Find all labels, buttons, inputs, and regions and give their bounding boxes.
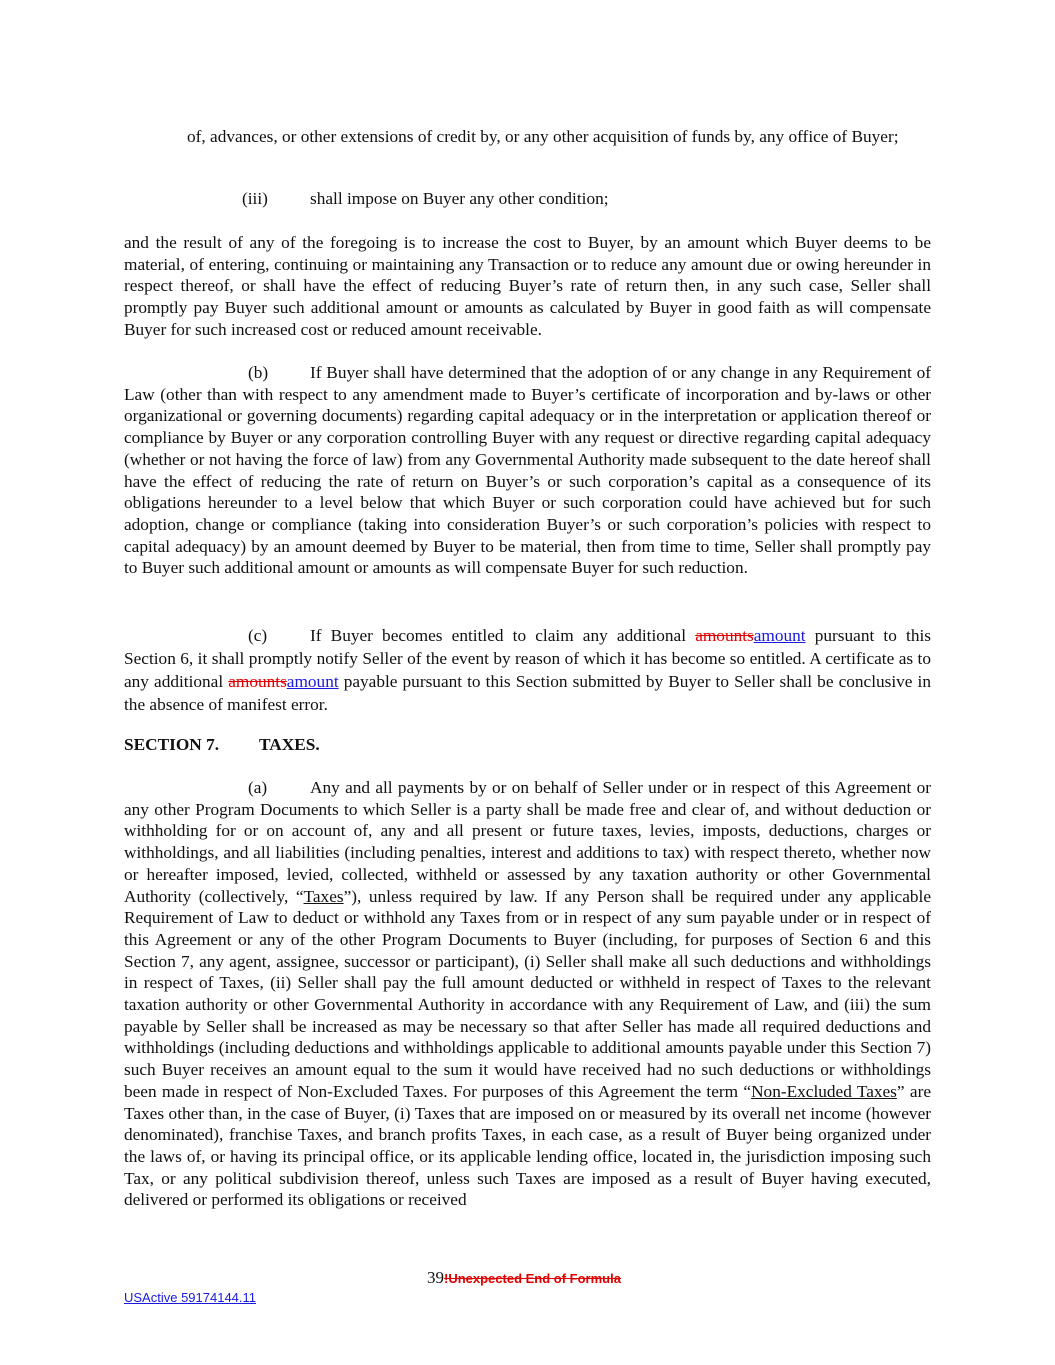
inserted-revision[interactable]: amount [286,672,339,691]
item-iii [242,188,609,210]
formula-error: !Unexpected End of Formula [444,1271,621,1286]
deleted-revision: amounts [228,672,287,691]
item-iii-text: shall impose on Buyer any other condition; [310,189,609,208]
section-title: TAXES. [259,735,320,754]
paragraph-7a-text-1: Any and all payments by or on behalf of Seller under or in respect of this Agreement or any other Program Documents to which Seller is a party shall be made free and clear of, and without deduction or withholding for or on account of, any and all present or future taxes, levies, imposts, deductions, charges or withholdings, and all liabilities (including penalties, interest and additions to tax) with respect thereto, whether now or hereafter imposed, levied, collected, withheld or assessed by any taxation authority or other Governmental Authority (collectively, “ [124,778,931,906]
inserted-revision[interactable]: amount [753,626,806,645]
continuation-paragraph: of, advances, or other extensions of credit by, or any other acquisition of funds by, any office of Buyer; [187,127,899,146]
paragraph-7a [124,777,931,1211]
paragraph-c-label: (c) [248,626,268,645]
item-iii-label: (iii) [242,189,268,208]
paragraph-c-text-2: pursuant to this Section 6, it shall promptly notify Seller of the event by reason of which it has become so entitled. A certificate as to any additional [124,626,931,691]
page-number: 39 [427,1268,444,1287]
paragraph-b-label: (b) [248,363,269,382]
paragraph-7a-text-2: ”), unless required by law. If any Person shall be required under any applicable Requirement of Law to deduct or withhold any Taxes from or in respect of any sum payable under or in respect of this Agreement or any of the other Program Documents to Buyer (including, for purposes of Section 6 and this Section 7, any agent, assignee, successor or participant), (i) Seller shall make all such deductions and withholdings in respect of Taxes, (ii) Seller shall pay the full amount deducted or withheld in respect of Taxes to the relevant taxation authority or other Governmental Authority in accordance with any Requirement of Law, and (iii) the sum payable by Seller shall be increased as may be necessary so that after Seller has made all required deductions and withholdings (including deductions and withholdings applicable to additional amounts payable under this Section 7) such Buyer receives an amount equal to the sum it would have received had no such deductions or withholdings been made in respect of Non-Excluded Taxes. For purposes of this Agreement the term “ [124,886,931,1101]
document-id-link[interactable]: USActive 59174144.11 [124,1290,257,1305]
paragraph-c-text-1: If Buyer becomes entitled to claim any additional [310,626,696,645]
paragraph-c [124,624,931,716]
paragraph-c-text-3: payable pursuant to this Section submitted by Buyer to Seller shall be conclusive in the absence of manifest error. [124,672,932,714]
section-7-heading [124,734,320,756]
defined-term-non-excluded-taxes: Non-Excluded Taxes [751,1081,897,1101]
deleted-revision: amounts [695,626,754,645]
result-paragraph: and the result of any of the foregoing is to increase the cost to Buyer, by an amount which Buyer deems to be material, of entering, continuing or maintaining any Transaction or to reduce any amount due or owing hereunder in respect thereof, or shall have the effect of reducing Buyer’s rate of return then, in any such case, Seller shall promptly pay Buyer such additional amount or amounts as calculated by Buyer in good faith as will compensate Buyer for such increased cost or reduced amount receivable. [124,233,931,339]
paragraph-b [124,362,931,579]
section-number: SECTION 7. [124,735,220,754]
paragraph-7a-label: (a) [248,778,268,797]
paragraph-7a-text-3: ” are Taxes other than, in the case of Buyer, (i) Taxes that are imposed on or measured by its overall net income (however denominated), franchise Taxes, and branch profits Taxes, in each case, as a result of Buyer being organized under the laws of, or having its principal office, or its applicable lending office, located in, the jurisdiction imposing such Tax, or any political subdivision thereof, unless such Taxes are imposed as a result of Buyer having executed, delivered or performed its obligations or received [124,1081,931,1210]
defined-term-taxes: Taxes [303,886,344,906]
paragraph-b-text: If Buyer shall have determined that the adoption of or any change in any Requirement of Law (other than with respect to any amendment made to Buyer’s certificate of incorporation and by-laws or other organizational or governing documents) regarding capital adequacy or in the interpretation or application thereof or compliance by Buyer or any corporation controlling Buyer with any request or directive regarding capital adequacy (whether or not having the force of law) from any Governmental Authority made subsequent to the date hereof shall have the effect of reducing the rate of return on Buyer’s or such corporation’s capital as a consequence of its obligations hereunder to a level below that which Buyer or such corporation could have achieved but for such adoption, change or compliance (taking into consideration Buyer’s or such corporation’s policies with respect to capital adequacy) by an amount deemed by Buyer to be material, then from time to time, Seller shall promptly pay to Buyer such additional amount or amounts as will compensate Buyer for such reduction. [124,363,931,578]
page-number-footer [427,1267,621,1290]
